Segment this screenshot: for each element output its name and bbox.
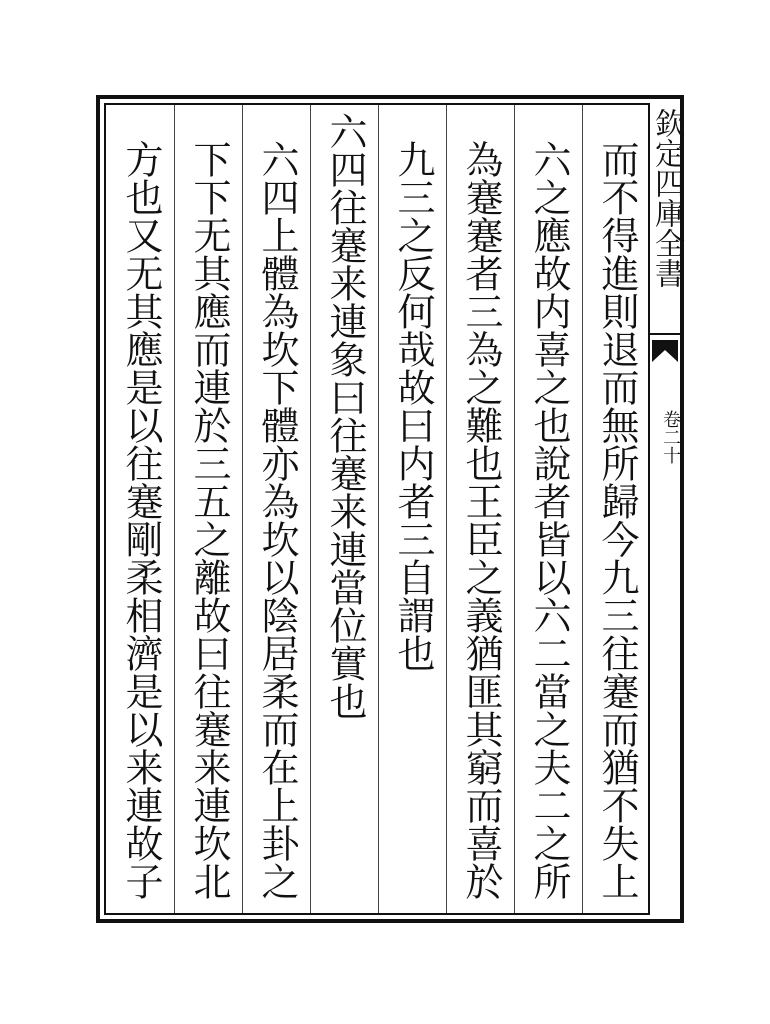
fish-tail-icon — [650, 338, 680, 364]
text-column-7: 下下无其應而連於三五之離故曰往蹇来連坎北 — [187, 140, 231, 900]
text-column-2: 六之應故内喜之也說者皆以六二當之夫二之所 — [527, 140, 571, 900]
column-rule — [174, 105, 175, 913]
text-column-5: 六四往蹇来連象曰往蹇来連當位實也 — [323, 112, 367, 720]
margin-volume: 卷二十 — [660, 410, 681, 464]
text-column-3: 為蹇蹇者三為之難也王臣之義猶匪其窮而喜於 — [459, 140, 503, 900]
column-rule — [514, 105, 515, 913]
column-rule — [378, 105, 379, 913]
column-rule — [310, 105, 311, 913]
column-rule — [582, 105, 583, 913]
text-column-8: 方也又无其應是以往蹇剛柔相濟是以来連故子 — [119, 140, 163, 900]
text-column-6: 六四上體為坎下體亦為坎以陰居柔而在上卦之 — [255, 140, 299, 900]
column-rule — [446, 105, 447, 913]
text-column-4: 九三之反何哉故曰内者三自謂也 — [391, 140, 435, 672]
inner-rule-bottom — [104, 913, 650, 915]
margin-divider — [648, 333, 684, 335]
margin-title: 欽定四庫全書 — [649, 108, 684, 288]
column-rule — [242, 105, 243, 913]
inner-rule-left — [104, 103, 106, 915]
inner-rule-top — [104, 103, 650, 105]
text-column-1: 而不得進則退而無所歸今九三往蹇而猶不失上 — [595, 140, 639, 900]
